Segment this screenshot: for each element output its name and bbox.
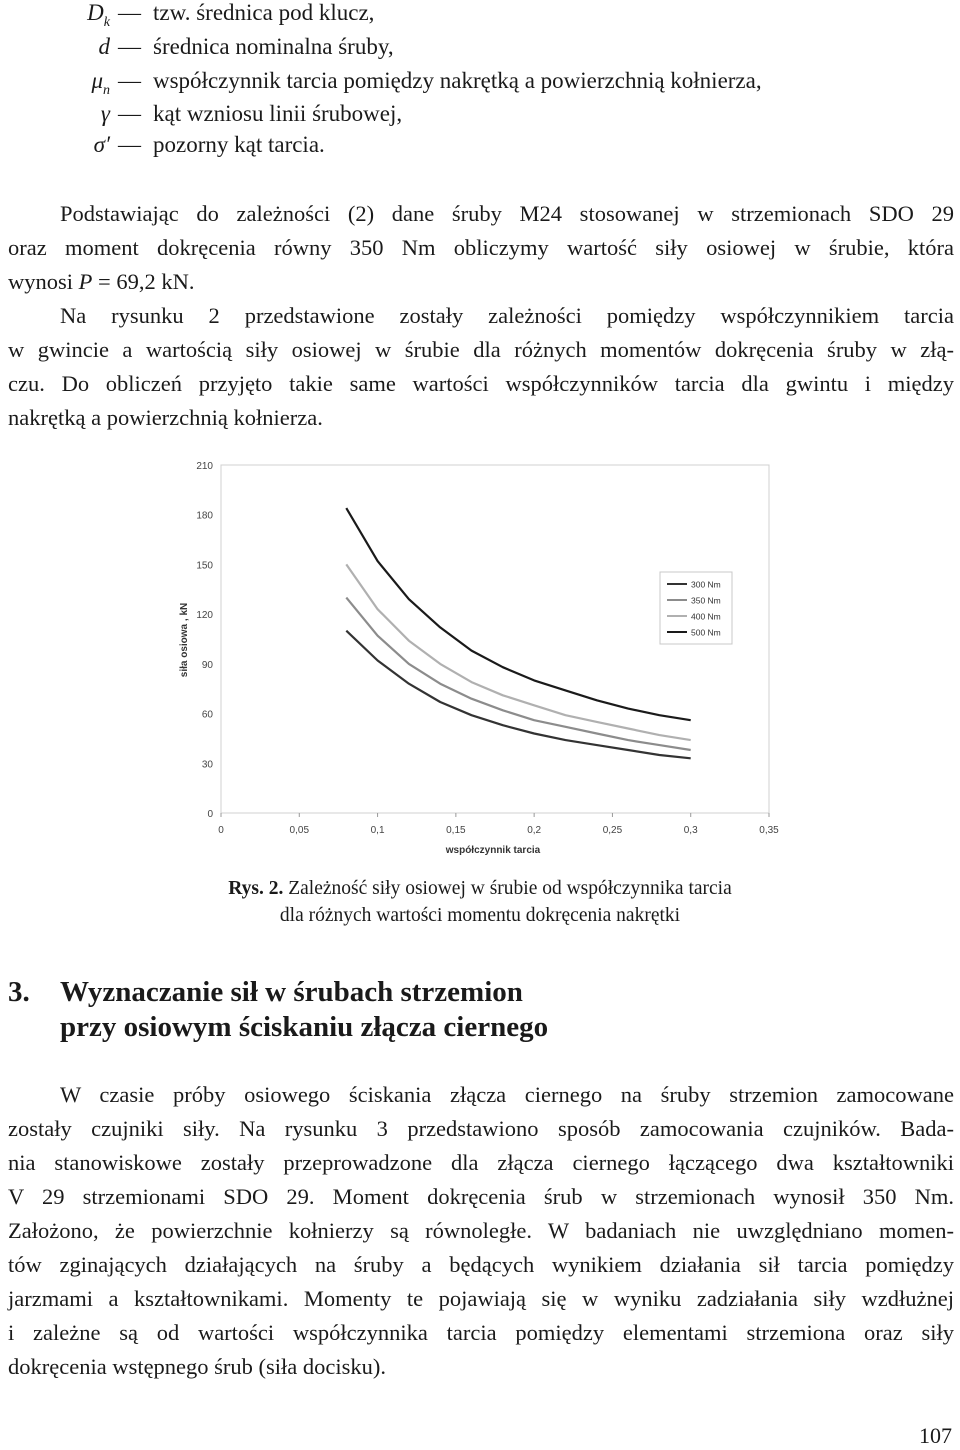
- y-tick-label: 90: [201, 659, 213, 671]
- legend-label: 300 Nm: [691, 579, 721, 590]
- variable-p: P: [78, 269, 93, 294]
- definition-symbol: $D_k$: [87, 0, 110, 30]
- x-tick-label: 0: [218, 825, 224, 836]
- x-tick-label: 0,35: [759, 825, 779, 836]
- series-line: [346, 564, 690, 740]
- paragraph-line: tów zginających działających na śruby a będących wynikiem działania sił tarcia pomiędzy: [8, 1252, 954, 1277]
- figure-chart: [170, 455, 790, 855]
- definition-symbol: γ: [100, 101, 110, 126]
- definition-symbol: $\mu_n$: [91, 68, 110, 98]
- legend-label: 500 Nm: [691, 627, 721, 638]
- paragraph-line: nakrętką a powierzchnią kołnierza.: [8, 405, 323, 430]
- paragraph-line: Na rysunku 2 przedstawione zostały zależności pomiędzy współczynnikiem tarcia: [60, 303, 954, 328]
- section-title-line: Wyznaczanie sił w śrubach strzemion: [60, 976, 523, 1008]
- x-tick-label: 0,1: [370, 825, 385, 836]
- y-tick-label: 150: [196, 560, 213, 572]
- y-tick-label: 210: [196, 461, 213, 472]
- legend-label: 400 Nm: [691, 611, 721, 622]
- definition-row: [0, 30, 960, 64]
- x-tick-label: 0,15: [446, 825, 466, 836]
- definition-text: współczynnik tarcia pomiędzy nakrętką a powierzchnią kołnierza,: [153, 68, 762, 93]
- paragraph-line: czu. Do obliczeń przyjęto takie same wartości współczynników tarcia dla gwintu i między: [8, 371, 954, 396]
- definition-text: pozorny kąt tarcia.: [153, 132, 325, 157]
- definition-row: [0, 64, 960, 98]
- definition-text: tzw. średnica pod klucz,: [153, 0, 375, 25]
- paragraph-line: w gwincie a wartością siły osiowej w śrubie dla różnych momentów dokręcenia śruby w złą-: [8, 337, 954, 362]
- figure-caption: [0, 875, 960, 902]
- legend-label: 350 Nm: [691, 595, 721, 606]
- definition-dash: —: [118, 101, 141, 126]
- definition-row: [0, 0, 960, 30]
- definition-dash: —: [118, 34, 141, 59]
- definition-dash: —: [118, 132, 141, 157]
- series-line: [346, 508, 690, 720]
- y-tick-label: 30: [201, 759, 213, 771]
- section-title-line: przy osiowym ściskaniu złącza ciernego: [60, 1011, 549, 1043]
- paragraph-line: oraz moment dokręcenia równy 350 Nm obliczymy wartość siły osiowej w śrubie, która: [8, 235, 954, 260]
- x-axis-label: współczynnik tarcia: [445, 845, 541, 855]
- caption-label: Rys. 2.: [228, 878, 284, 899]
- paragraph-line: W czasie próby osiowego ściskania złącza ciernego na śruby strzemion zamocowane: [60, 1082, 954, 1107]
- paragraph: [8, 197, 954, 299]
- y-tick-label: 120: [196, 610, 213, 622]
- definition-dash: —: [118, 68, 141, 93]
- definition-symbol: σ′: [93, 132, 110, 157]
- x-tick-label: 0,2: [527, 825, 542, 836]
- definition-dash: —: [118, 0, 141, 25]
- figure-caption-line2: dla różnych wartości momentu dokręcenia nakrętki: [279, 905, 681, 926]
- paragraph-line: i zależne są od wartości współczynnika tarcia pomiędzy elementami strzemiona oraz siły: [8, 1320, 954, 1345]
- x-tick-label: 0,05: [289, 825, 310, 836]
- line-chart: [170, 455, 790, 855]
- paragraph-line: nia stanowiskowe zostały przeprowadzone dla złącza ciernego łączącego dwa kształtowniki: [8, 1150, 954, 1175]
- paragraph-line: dokręcenia wstępnego śrub (siła docisku).: [8, 1354, 387, 1379]
- paragraph: [8, 1078, 954, 1384]
- y-tick-label: 60: [201, 709, 213, 721]
- paragraph-line: Założono, że powierzchnie kołnierzy są równoległe. W badaniach nie uwzględniano momen-: [8, 1218, 954, 1243]
- definition-row: [0, 128, 960, 162]
- section-number: 3.: [8, 976, 30, 1008]
- definition-text: średnica nominalna śruby,: [153, 34, 394, 59]
- paragraph-line: Podstawiając do zależności (2) dane śruby M24 stosowanej w strzemionach SDO 29: [60, 201, 954, 226]
- page-number: 107: [919, 1423, 952, 1448]
- caption-text: Zależność siły osiowej w śrubie od współczynnika tarcia: [283, 878, 732, 899]
- definition-text: kąt wzniosu linii śrubowej,: [153, 101, 403, 126]
- y-axis-label: siła osiowa , kN: [179, 602, 190, 678]
- paragraph-line: jarzmami a kształtownikami. Momenty te pojawiają się w wyniku zadziałania siły wzdłużnej: [8, 1286, 954, 1311]
- x-tick-label: 0,3: [683, 825, 698, 836]
- x-tick-label: 0,25: [602, 825, 623, 836]
- paragraph-line: V 29 strzemionami SDO 29. Moment dokręcenia śrub w strzemionach wynosił 350 Nm.: [8, 1184, 954, 1209]
- paragraph-line: wynosi P = 69,2 kN.: [8, 269, 195, 294]
- series-line: [346, 631, 690, 759]
- paragraph-line: zostały czujniki siły. Na rysunku 3 przedstawiono sposób zamocowania czujników. Bada-: [8, 1116, 954, 1141]
- definition-row: [0, 97, 960, 131]
- definition-symbol: d: [98, 34, 110, 59]
- y-tick-label: 180: [196, 510, 213, 522]
- paragraph: [8, 299, 954, 435]
- y-tick-label: 0: [207, 809, 213, 820]
